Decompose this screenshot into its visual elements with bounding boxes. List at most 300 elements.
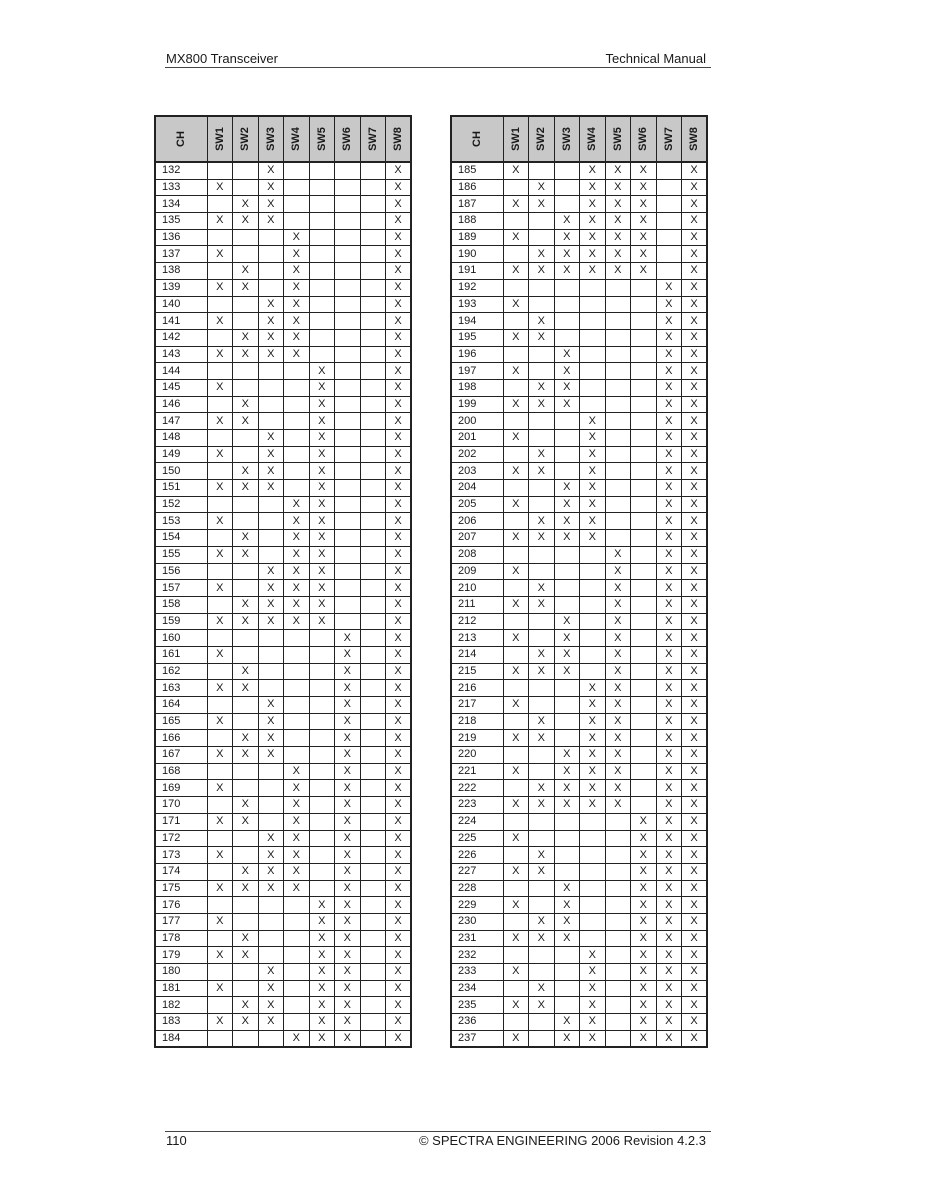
switch-cell: X <box>335 880 361 897</box>
switch-cell: X <box>207 546 233 563</box>
switch-cell <box>284 162 310 179</box>
channel-cell: 223 <box>451 797 503 814</box>
switch-cell <box>284 413 310 430</box>
switch-cell: X <box>682 780 708 797</box>
switch-cell: X <box>335 713 361 730</box>
switch-cell: X <box>335 897 361 914</box>
switch-cell <box>360 747 386 764</box>
switch-cell <box>258 680 284 697</box>
switch-cell <box>554 697 580 714</box>
switch-cell <box>309 313 335 330</box>
switch-cell <box>360 630 386 647</box>
switch-cell: X <box>631 813 657 830</box>
channel-cell: 148 <box>155 430 207 447</box>
switch-cell: X <box>258 480 284 497</box>
switch-cell: X <box>529 980 555 997</box>
switch-cell <box>207 697 233 714</box>
switch-cell <box>233 763 259 780</box>
switch-cell: X <box>284 1030 310 1047</box>
switch-cell: X <box>258 313 284 330</box>
switch-cell: X <box>207 947 233 964</box>
switch-cell: X <box>207 513 233 530</box>
channel-cell: 145 <box>155 379 207 396</box>
switch-cell <box>580 830 606 847</box>
switch-cell: X <box>233 480 259 497</box>
switch-cell <box>360 1014 386 1031</box>
switch-cell: X <box>284 863 310 880</box>
switch-cell: X <box>386 179 412 196</box>
switch-cell <box>529 613 555 630</box>
switch-cell <box>207 496 233 513</box>
switch-cell: X <box>580 513 606 530</box>
switch-cell: X <box>503 930 529 947</box>
switch-cell: X <box>605 162 631 179</box>
switch-cell <box>360 329 386 346</box>
table-row <box>155 713 411 730</box>
table-row <box>451 630 707 647</box>
switch-cell <box>503 513 529 530</box>
column-header-sw8 <box>682 116 708 162</box>
switch-cell: X <box>258 346 284 363</box>
switch-cell: X <box>386 813 412 830</box>
channel-cell: 203 <box>451 463 503 480</box>
switch-cell <box>258 379 284 396</box>
switch-cell: X <box>309 897 335 914</box>
switch-cell: X <box>503 964 529 981</box>
switch-cell <box>284 179 310 196</box>
switch-cell: X <box>386 196 412 213</box>
switch-cell <box>335 179 361 196</box>
switch-cell: X <box>656 863 682 880</box>
switch-cell <box>335 446 361 463</box>
switch-cell: X <box>386 313 412 330</box>
switch-cell <box>258 513 284 530</box>
channel-cell: 218 <box>451 713 503 730</box>
table-row <box>451 463 707 480</box>
switch-cell <box>605 913 631 930</box>
switch-cell: X <box>309 930 335 947</box>
switch-cell <box>503 580 529 597</box>
switch-cell <box>207 430 233 447</box>
channel-cell: 204 <box>451 480 503 497</box>
table-row <box>451 1030 707 1047</box>
switch-cell <box>605 480 631 497</box>
table-row <box>451 363 707 380</box>
switch-cell <box>554 413 580 430</box>
table-row <box>451 446 707 463</box>
switch-cell <box>233 1030 259 1047</box>
switch-cell <box>631 747 657 764</box>
switch-cell: X <box>309 546 335 563</box>
column-header-label: SW2 <box>239 127 252 151</box>
column-header-sw5 <box>605 116 631 162</box>
table-row <box>155 480 411 497</box>
switch-cell: X <box>682 513 708 530</box>
switch-cell <box>207 530 233 547</box>
switch-cell <box>360 697 386 714</box>
switch-cell: X <box>284 830 310 847</box>
table-row <box>155 496 411 513</box>
switch-cell <box>207 997 233 1014</box>
switch-cell: X <box>503 730 529 747</box>
switch-cell: X <box>580 680 606 697</box>
switch-cell: X <box>233 413 259 430</box>
channel-cell: 156 <box>155 563 207 580</box>
switch-cell: X <box>233 463 259 480</box>
switch-cell: X <box>386 780 412 797</box>
switch-cell <box>207 196 233 213</box>
switch-cell: X <box>580 430 606 447</box>
switch-cell <box>233 913 259 930</box>
switch-cell <box>233 513 259 530</box>
switch-cell: X <box>284 880 310 897</box>
column-header-sw1 <box>503 116 529 162</box>
switch-cell <box>554 997 580 1014</box>
switch-cell <box>554 580 580 597</box>
table-row <box>451 229 707 246</box>
switch-cell: X <box>605 546 631 563</box>
column-header-label: SW1 <box>509 127 522 151</box>
switch-cell: X <box>656 346 682 363</box>
switch-cell: X <box>233 680 259 697</box>
switch-cell: X <box>258 713 284 730</box>
switch-cell: X <box>284 613 310 630</box>
switch-cell: X <box>529 663 555 680</box>
switch-cell <box>554 296 580 313</box>
switch-cell <box>258 1030 284 1047</box>
switch-cell: X <box>258 563 284 580</box>
table-row <box>155 880 411 897</box>
switch-cell: X <box>605 730 631 747</box>
switch-cell: X <box>284 346 310 363</box>
switch-cell: X <box>656 413 682 430</box>
switch-cell: X <box>335 997 361 1014</box>
switch-cell: X <box>284 797 310 814</box>
switch-cell: X <box>503 596 529 613</box>
switch-cell <box>554 196 580 213</box>
switch-cell: X <box>656 880 682 897</box>
switch-cell: X <box>631 1030 657 1047</box>
switch-cell: X <box>682 496 708 513</box>
switch-cell <box>631 363 657 380</box>
switch-cell <box>207 930 233 947</box>
switch-cell: X <box>529 730 555 747</box>
switch-cell: X <box>233 930 259 947</box>
table-row <box>155 730 411 747</box>
table-row <box>451 980 707 997</box>
switch-cell: X <box>682 162 708 179</box>
switch-cell: X <box>656 279 682 296</box>
table-row <box>451 246 707 263</box>
column-header-label: SW5 <box>315 127 328 151</box>
switch-cell <box>309 730 335 747</box>
switch-cell: X <box>682 1030 708 1047</box>
switch-cell <box>529 546 555 563</box>
switch-cell: X <box>656 363 682 380</box>
switch-cell: X <box>656 680 682 697</box>
switch-cell: X <box>335 1030 361 1047</box>
switch-cell <box>258 263 284 280</box>
table-row <box>155 697 411 714</box>
channel-cell: 187 <box>451 196 503 213</box>
switch-cell: X <box>309 1030 335 1047</box>
switch-cell <box>360 930 386 947</box>
switch-cell <box>233 296 259 313</box>
switch-cell <box>554 463 580 480</box>
switch-cell: X <box>386 413 412 430</box>
switch-cell <box>503 880 529 897</box>
switch-cell <box>580 396 606 413</box>
switch-cell: X <box>284 279 310 296</box>
switch-cell <box>335 430 361 447</box>
channel-cell: 219 <box>451 730 503 747</box>
table-row <box>451 546 707 563</box>
switch-cell: X <box>656 480 682 497</box>
table-row <box>451 880 707 897</box>
switch-cell: X <box>258 162 284 179</box>
switch-cell: X <box>605 763 631 780</box>
switch-cell: X <box>309 947 335 964</box>
table-row <box>451 596 707 613</box>
switch-cell: X <box>554 530 580 547</box>
switch-cell <box>554 179 580 196</box>
switch-cell <box>360 613 386 630</box>
column-header-label: SW3 <box>560 127 573 151</box>
channel-cell: 190 <box>451 246 503 263</box>
table-row <box>155 546 411 563</box>
switch-cell: X <box>284 496 310 513</box>
switch-cell: X <box>386 596 412 613</box>
switch-cell <box>580 580 606 597</box>
switch-cell <box>580 279 606 296</box>
switch-cell: X <box>386 396 412 413</box>
switch-cell: X <box>529 596 555 613</box>
switch-cell <box>360 947 386 964</box>
switch-cell: X <box>309 964 335 981</box>
switch-cell <box>605 313 631 330</box>
switch-cell <box>258 630 284 647</box>
table-row <box>155 246 411 263</box>
column-header-sw6 <box>631 116 657 162</box>
switch-cell: X <box>233 396 259 413</box>
switch-cell <box>529 346 555 363</box>
switch-cell: X <box>503 162 529 179</box>
switch-cell: X <box>258 863 284 880</box>
channel-cell: 163 <box>155 680 207 697</box>
channel-cell: 140 <box>155 296 207 313</box>
channel-cell: 197 <box>451 363 503 380</box>
switch-cell <box>207 263 233 280</box>
switch-cell <box>233 780 259 797</box>
switch-cell: X <box>529 246 555 263</box>
switch-cell <box>360 680 386 697</box>
switch-cell: X <box>207 680 233 697</box>
switch-cell: X <box>554 396 580 413</box>
switch-cell <box>503 179 529 196</box>
channel-cell: 233 <box>451 964 503 981</box>
switch-cell: X <box>682 880 708 897</box>
switch-cell <box>335 513 361 530</box>
switch-cell: X <box>233 263 259 280</box>
switch-cell <box>503 813 529 830</box>
switch-cell: X <box>631 997 657 1014</box>
switch-cell: X <box>386 496 412 513</box>
switch-cell <box>360 780 386 797</box>
switch-cell <box>529 430 555 447</box>
switch-cell: X <box>258 329 284 346</box>
table-row <box>451 329 707 346</box>
table-row <box>155 980 411 997</box>
channel-cell: 165 <box>155 713 207 730</box>
switch-cell: X <box>554 880 580 897</box>
switch-cell <box>503 747 529 764</box>
table-row <box>451 847 707 864</box>
switch-cell <box>529 229 555 246</box>
switch-cell: X <box>682 530 708 547</box>
switch-cell <box>258 763 284 780</box>
switch-cell: X <box>258 463 284 480</box>
switch-cell: X <box>258 980 284 997</box>
switch-cell <box>360 546 386 563</box>
switch-cell <box>631 446 657 463</box>
switch-cell: X <box>335 913 361 930</box>
switch-cell <box>309 646 335 663</box>
switch-cell <box>605 1030 631 1047</box>
switch-cell <box>605 947 631 964</box>
switch-cell <box>554 847 580 864</box>
switch-cell <box>631 697 657 714</box>
switch-cell: X <box>682 997 708 1014</box>
switch-cell: X <box>682 596 708 613</box>
switch-cell: X <box>335 780 361 797</box>
switch-cell: X <box>258 997 284 1014</box>
switch-cell: X <box>656 713 682 730</box>
switch-cell <box>631 463 657 480</box>
switch-cell <box>656 162 682 179</box>
switch-cell <box>284 446 310 463</box>
switch-cell <box>233 964 259 981</box>
channel-cell: 133 <box>155 179 207 196</box>
switch-cell: X <box>529 313 555 330</box>
table-row <box>451 913 707 930</box>
switch-cell <box>309 263 335 280</box>
switch-cell: X <box>503 897 529 914</box>
switch-cell: X <box>656 797 682 814</box>
switch-cell <box>284 713 310 730</box>
switch-cell <box>503 379 529 396</box>
table-row <box>451 346 707 363</box>
switch-cell: X <box>386 279 412 296</box>
table-row <box>155 463 411 480</box>
table-row <box>451 680 707 697</box>
table-row <box>451 279 707 296</box>
channel-cell: 180 <box>155 964 207 981</box>
switch-cell: X <box>682 329 708 346</box>
switch-cell: X <box>309 363 335 380</box>
channel-cell: 205 <box>451 496 503 513</box>
switch-cell: X <box>682 413 708 430</box>
column-header-sw3 <box>258 116 284 162</box>
switch-cell: X <box>656 530 682 547</box>
switch-cell <box>631 663 657 680</box>
switch-cell <box>529 697 555 714</box>
switch-cell <box>258 947 284 964</box>
switch-cell <box>503 913 529 930</box>
switch-cell: X <box>529 446 555 463</box>
switch-cell <box>503 713 529 730</box>
switch-cell: X <box>503 1030 529 1047</box>
switch-table-left <box>154 115 412 1048</box>
switch-cell <box>233 697 259 714</box>
switch-cell: X <box>503 763 529 780</box>
switch-cell: X <box>580 964 606 981</box>
switch-cell: X <box>309 446 335 463</box>
switch-cell: X <box>207 379 233 396</box>
switch-cell <box>309 213 335 230</box>
column-header-label: SW8 <box>392 127 404 151</box>
switch-cell: X <box>554 913 580 930</box>
switch-cell: X <box>386 964 412 981</box>
channel-cell: 152 <box>155 496 207 513</box>
table-row <box>451 947 707 964</box>
switch-cell <box>233 430 259 447</box>
switch-cell <box>580 880 606 897</box>
switch-cell: X <box>682 646 708 663</box>
table-row <box>155 780 411 797</box>
switch-cell: X <box>580 413 606 430</box>
table-row <box>451 513 707 530</box>
channel-cell: 199 <box>451 396 503 413</box>
switch-cell: X <box>656 446 682 463</box>
table-row <box>451 713 707 730</box>
switch-cell: X <box>335 947 361 964</box>
switch-cell: X <box>682 964 708 981</box>
channel-cell: 222 <box>451 780 503 797</box>
column-header-ch <box>451 116 503 162</box>
switch-cell: X <box>580 179 606 196</box>
switch-cell <box>233 313 259 330</box>
switch-cell <box>335 379 361 396</box>
switch-cell <box>554 162 580 179</box>
switch-cell: X <box>554 480 580 497</box>
switch-cell <box>554 713 580 730</box>
switch-cell: X <box>656 630 682 647</box>
switch-cell: X <box>656 313 682 330</box>
switch-cell <box>529 162 555 179</box>
table-row <box>451 1014 707 1031</box>
switch-cell: X <box>503 563 529 580</box>
switch-cell <box>284 930 310 947</box>
switch-cell: X <box>503 496 529 513</box>
switch-cell <box>284 680 310 697</box>
switch-cell: X <box>335 630 361 647</box>
switch-cell: X <box>233 880 259 897</box>
switch-cell: X <box>682 730 708 747</box>
switch-cell: X <box>682 1014 708 1031</box>
switch-cell: X <box>605 196 631 213</box>
switch-cell: X <box>656 496 682 513</box>
table-row <box>451 413 707 430</box>
switch-cell <box>360 162 386 179</box>
table-row <box>451 530 707 547</box>
switch-cell: X <box>309 596 335 613</box>
header-title: MX800 Transceiver <box>166 51 278 66</box>
table-row <box>155 396 411 413</box>
switch-cell: X <box>656 396 682 413</box>
switch-cell <box>631 730 657 747</box>
switch-cell <box>605 897 631 914</box>
switch-cell <box>580 596 606 613</box>
